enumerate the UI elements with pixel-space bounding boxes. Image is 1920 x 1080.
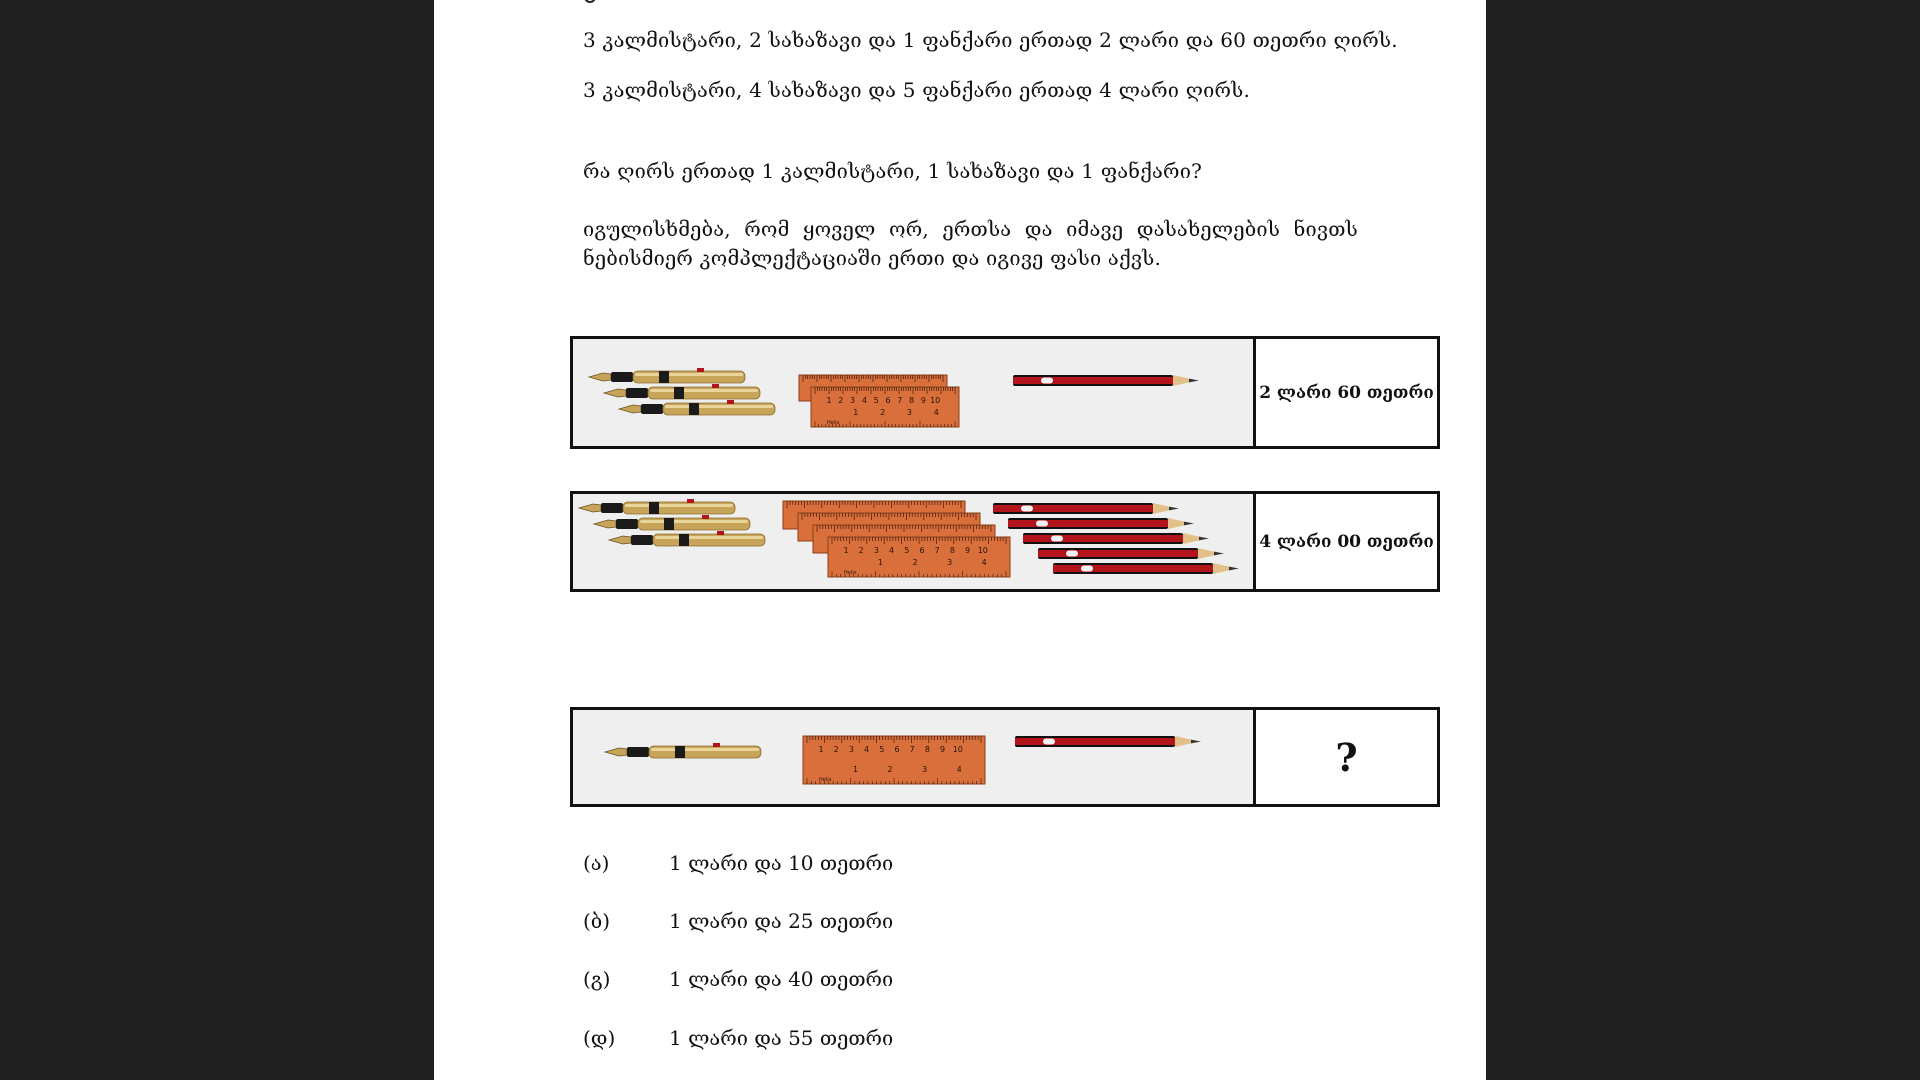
ruler-inch-label: 3: [906, 408, 913, 417]
problem-question: რა ღირს ერთად 1 კალმისტარი, 1 სახაზავი და 1 ფანქარი?: [583, 159, 1203, 183]
problem-note: იგულისხმება, რომ ყოველ ორ, ერთსა და იმავე დასახელების ნივთს ნებისმიერ კომპლექტაციაში ერთი და იგივე ფასი აქვს.: [583, 217, 1358, 270]
combo-price-unknown: ?: [1335, 734, 1358, 780]
ruler-cm-label: 6: [919, 546, 925, 555]
ruler-inch-label: 2: [880, 408, 886, 417]
combo-box-1: [570, 336, 1440, 449]
ruler-cm-label: 10: [930, 396, 941, 405]
option-text: 1 ლარი და 25 თეთრი: [669, 909, 894, 933]
fountain-pen-icon: [594, 515, 750, 530]
ruler-cm-label: 3: [850, 396, 856, 405]
pencil-icon: [1013, 375, 1199, 386]
ruler-icon: [803, 736, 985, 784]
ruler-inch-label: 4: [956, 765, 962, 774]
fountain-pen-icon: [605, 743, 761, 758]
ruler-brand-label: Helix: [844, 570, 857, 576]
ruler-cm-label: 3: [848, 745, 854, 754]
ruler-brand-label: Helix: [827, 420, 840, 426]
ruler-cm-label: 9: [940, 745, 946, 754]
ruler-cm-label: 1: [843, 546, 849, 555]
fountain-pen-icon: [619, 400, 775, 415]
combo-items: [573, 494, 1256, 589]
option-letter: (გ): [583, 967, 611, 991]
combo-box-2: [570, 491, 1440, 592]
combo-items-illustration: [573, 494, 1253, 589]
option-text: 1 ლარი და 55 თეთრი: [669, 1026, 894, 1050]
pencil-icon: [1053, 563, 1239, 574]
option-letter: (ა): [583, 851, 610, 875]
combo-items: [573, 339, 1256, 446]
ruler-cm-label: 6: [894, 745, 900, 754]
answer-option-d[interactable]: [583, 1026, 893, 1050]
ruler-cm-label: 2: [838, 396, 844, 405]
ruler-cm-label: 9: [965, 546, 971, 555]
ruler-cm-label: 1: [818, 745, 824, 754]
option-letter: (ბ): [583, 909, 611, 933]
combo-box-3: [570, 707, 1440, 807]
ruler-cm-label: 3: [873, 546, 879, 555]
answer-option-a[interactable]: [583, 851, 893, 875]
fountain-pen-icon: [579, 499, 735, 514]
ruler-inch-label: 4: [933, 408, 939, 417]
ruler-icon: [828, 537, 1010, 577]
problem-line-1: 3 კალმისტარი, 2 სახაზავი და 1 ფანქარი ერთად 2 ლარი და 60 თეთრი ღირს.: [583, 28, 1398, 52]
ruler-cm-label: 7: [909, 745, 915, 754]
pencil-icon: [1015, 736, 1201, 747]
ruler-cm-label: 2: [833, 745, 839, 754]
ruler-inch-label: 1: [877, 558, 884, 567]
ruler-cm-label: 7: [934, 546, 940, 555]
fountain-pen-icon: [604, 384, 760, 399]
document-page: [434, 0, 1486, 1080]
ruler-inch-label: 3: [922, 765, 928, 774]
ruler-cm-label: 8: [949, 546, 955, 555]
pencil-icon: [993, 503, 1179, 514]
ruler-cm-label: 5: [904, 546, 910, 555]
option-letter: (დ): [583, 1026, 616, 1050]
ruler-cm-label: 10: [977, 546, 988, 555]
problem-line-2: 3 კალმისტარი, 4 სახაზავი და 5 ფანქარი ერთად 4 ლარი ღირს.: [583, 78, 1251, 102]
ruler-cm-label: 7: [897, 396, 903, 405]
ruler-inch-label: 1: [852, 765, 859, 774]
ruler-cm-label: 4: [864, 745, 870, 754]
ruler-inch-label: 3: [947, 558, 953, 567]
ruler-inch-label: 2: [912, 558, 918, 567]
ruler-cm-label: 2: [858, 546, 864, 555]
combo-price: 2 ლარი 60 თეთრი: [1259, 382, 1434, 403]
ruler-cm-label: 5: [879, 745, 885, 754]
cropped-glyph-fragment: [584, 0, 596, 3]
ruler-cm-label: 9: [920, 396, 926, 405]
ruler-icon: [811, 387, 959, 427]
pencil-icon: [1008, 518, 1194, 529]
fountain-pen-icon: [589, 368, 745, 383]
ruler-cm-label: 6: [885, 396, 891, 405]
pencil-icon: [1023, 533, 1209, 544]
ruler-cm-label: 10: [952, 745, 963, 754]
combo-items-illustration: [573, 339, 1253, 446]
ruler-cm-label: 4: [889, 546, 895, 555]
ruler-inch-label: 1: [853, 408, 859, 417]
option-text: 1 ლარი და 10 თეთრი: [669, 851, 894, 875]
ruler-cm-label: 1: [826, 396, 832, 405]
ruler-cm-label: 4: [861, 396, 867, 405]
combo-price: 4 ლარი 00 თეთრი: [1259, 531, 1434, 552]
combo-items-illustration: [573, 710, 1253, 804]
ruler-cm-label: 5: [873, 396, 879, 405]
option-text: 1 ლარი და 40 თეთრი: [669, 967, 894, 991]
ruler-cm-label: 8: [924, 745, 930, 754]
ruler-inch-label: 2: [887, 765, 893, 774]
pencil-icon: [1038, 548, 1224, 559]
combo-items: [573, 710, 1256, 804]
fountain-pen-icon: [609, 531, 765, 546]
answer-option-c[interactable]: [583, 967, 893, 991]
ruler-cm-label: 8: [909, 396, 915, 405]
ruler-inch-label: 4: [981, 558, 987, 567]
answer-option-b[interactable]: [583, 909, 893, 933]
ruler-brand-label: Helix: [819, 777, 832, 783]
